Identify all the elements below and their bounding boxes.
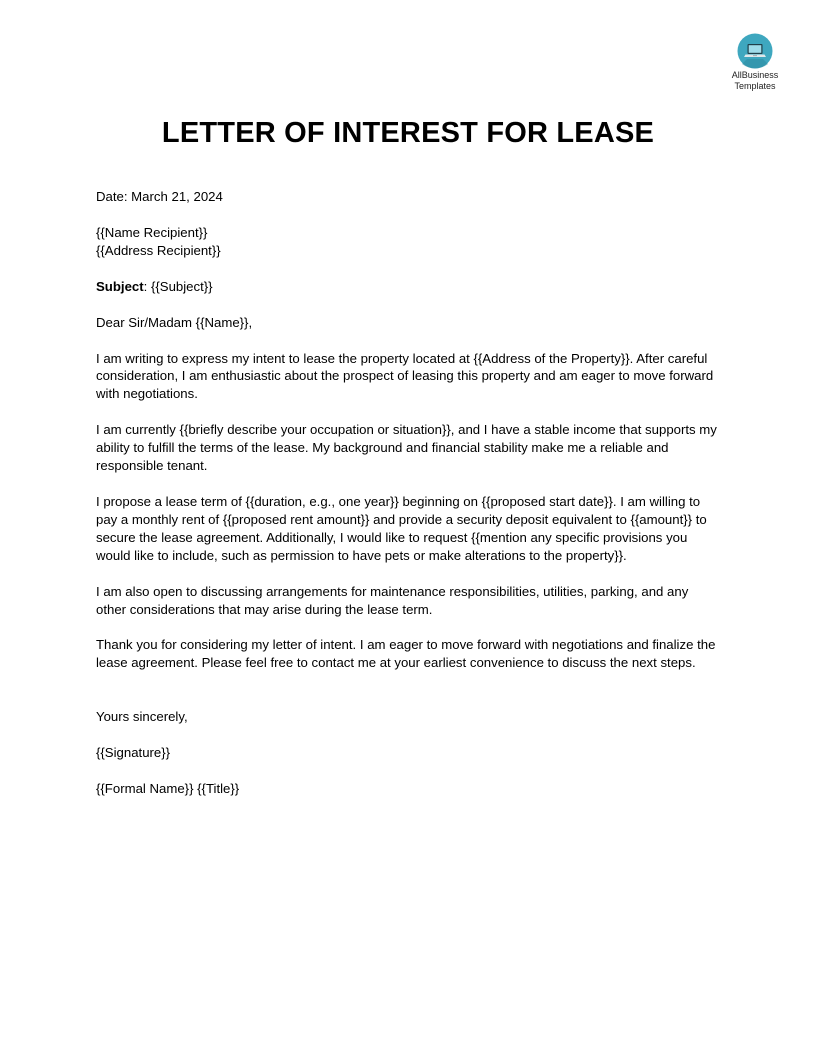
letter-body bbox=[96, 188, 720, 798]
formal-name-title: {{Formal Name}} {{Title}} bbox=[96, 781, 240, 797]
document-title: LETTER OF INTEREST FOR LEASE bbox=[161, 117, 655, 149]
paragraph-intent: I am writing to express my intent to lease the property located at {{Address of the Property}}. After careful consideration, I am enthusiastic about the prospect of leasing this property and am eager to move forward with negotiations. bbox=[96, 350, 714, 402]
laptop-icon bbox=[737, 33, 773, 69]
paragraph-occupation: I am currently {{briefly describe your occupation or situation}}, and I have a stable income that supports my ability to fulfill the terms of the lease. My background and financial stability make me a reliable and responsible tenant. bbox=[96, 422, 717, 474]
paragraph-lease-terms: I propose a lease term of {{duration, e.g., one year}} beginning on {{proposed start date}}. I am willing to pay a monthly rent of {{proposed rent amount}} and provide a security deposit equivalent to {{amount}} to secure the lease agreement. Additionally, I would like to request {{mention any specific provisions you would like to include, such as permission to have pets or make alterations to the property}}. bbox=[96, 493, 707, 563]
logo-text-line2: Templates bbox=[734, 81, 776, 91]
signature-placeholder: {{Signature}} bbox=[96, 745, 171, 761]
logo-text-line1: AllBusiness bbox=[731, 70, 779, 80]
paragraph-thanks: Thank you for considering my letter of intent. I am eager to move forward with negotiations and finalize the lease agreement. Please feel free to contact me at your earliest convenience to discuss the next steps. bbox=[96, 637, 716, 671]
paragraph-arrangements: I am also open to discussing arrangements for maintenance responsibilities, utilities, parking, and any other considerations that may arise during the lease term. bbox=[96, 583, 689, 617]
closing: Yours sincerely, bbox=[96, 709, 188, 725]
subject-line bbox=[96, 278, 720, 296]
recipient-name: {{Name Recipient}} bbox=[96, 224, 208, 240]
subject-value: : {{Subject}} bbox=[143, 278, 213, 294]
subject-label: Subject bbox=[96, 278, 144, 294]
date-line: Date: March 21, 2024 bbox=[96, 189, 223, 204]
allbusiness-templates-logo bbox=[722, 33, 788, 91]
salutation: Dear Sir/Madam {{Name}}, bbox=[96, 314, 253, 330]
recipient-address: {{Address Recipient}} bbox=[96, 242, 221, 258]
